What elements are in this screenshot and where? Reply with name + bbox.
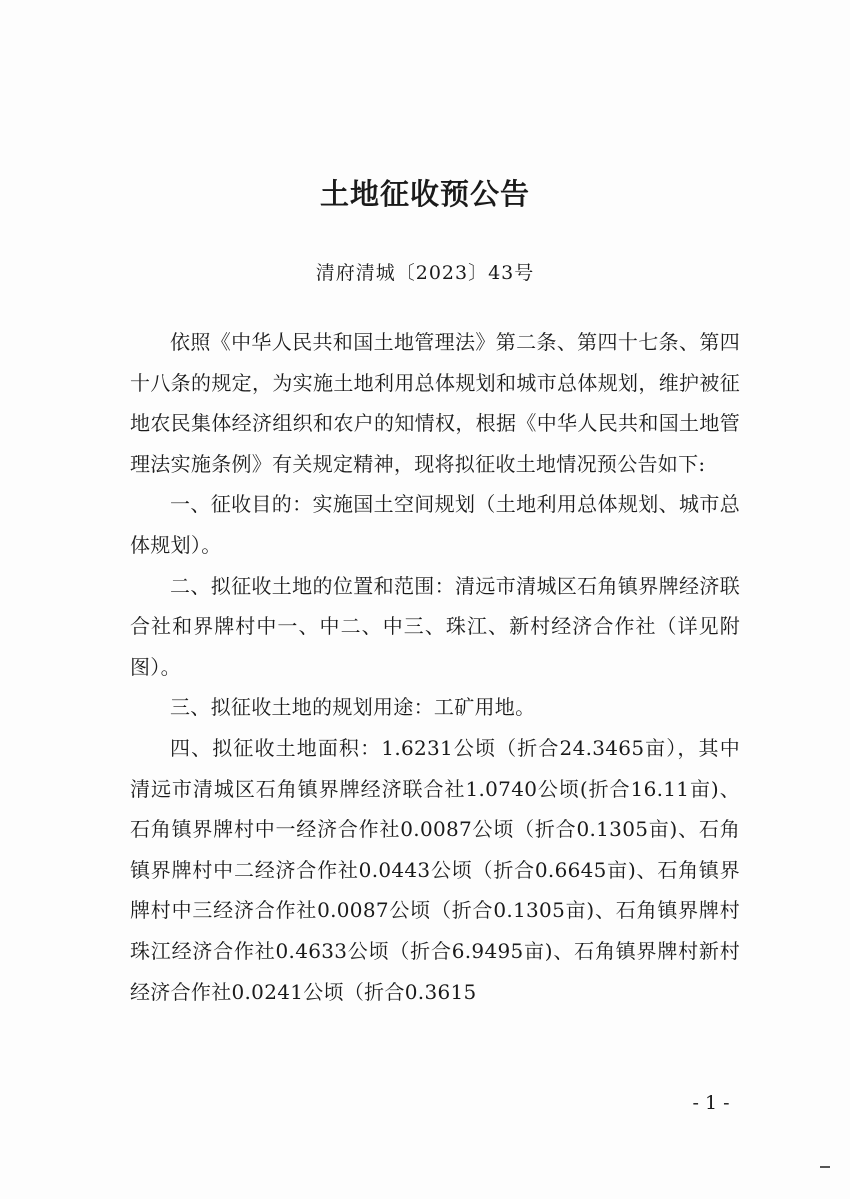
paragraph-planned-use: 三、拟征收土地的规划用途：工矿用地。 (170, 695, 536, 720)
paragraph-purpose: 一、征收目的：实施国土空间规划（土地利用总体规划、城市总体规划）。 (130, 492, 740, 557)
document-number: 清府清城〔2023〕43号 (315, 262, 535, 284)
document-title: 土地征收预公告 (319, 177, 530, 211)
scan-edge-mark (820, 1166, 830, 1168)
paragraph-location: 二、拟征收土地的位置和范围：清远市清城区石角镇界牌经济联合社和界牌村中一、中二、中三、珠江、新村经济合作社（详见附图）。 (130, 573, 740, 679)
document-body (130, 322, 740, 1012)
paragraph-intro: 依照《中华人民共和国土地管理法》第二条、第四十七条、第四十八条的规定，为实施土地利用总体规划和城市总体规划，维护被征地农民集体经济组织和农户的知情权，根据《中华人民共和国土地管理法实施条例》有关规定精神，现将拟征收土地情况预公告如下: (130, 330, 740, 476)
paragraph-land-area: 四、拟征收土地面积：1.6231公顷（折合24.3465亩），其中清远市清城区石角镇界牌经济联合社1.0740公顷(折合16.11亩)、石角镇界牌村中一经济合作社0.0087公顷（折合0.1305亩)、石角镇界牌村中二经济合作社0.0443公顷（折合0.6645亩)、石角镇界牌村中三经济合作社0.0087公顷（折合0.1305亩)、石角镇界牌村珠江经济合作社0.4633公顷（折合6.9495亩)、石角镇界牌村新村经济合作社0.0241公顷（折合0.3615 (130, 735, 740, 1004)
page-number: - 1 - (692, 1092, 730, 1114)
